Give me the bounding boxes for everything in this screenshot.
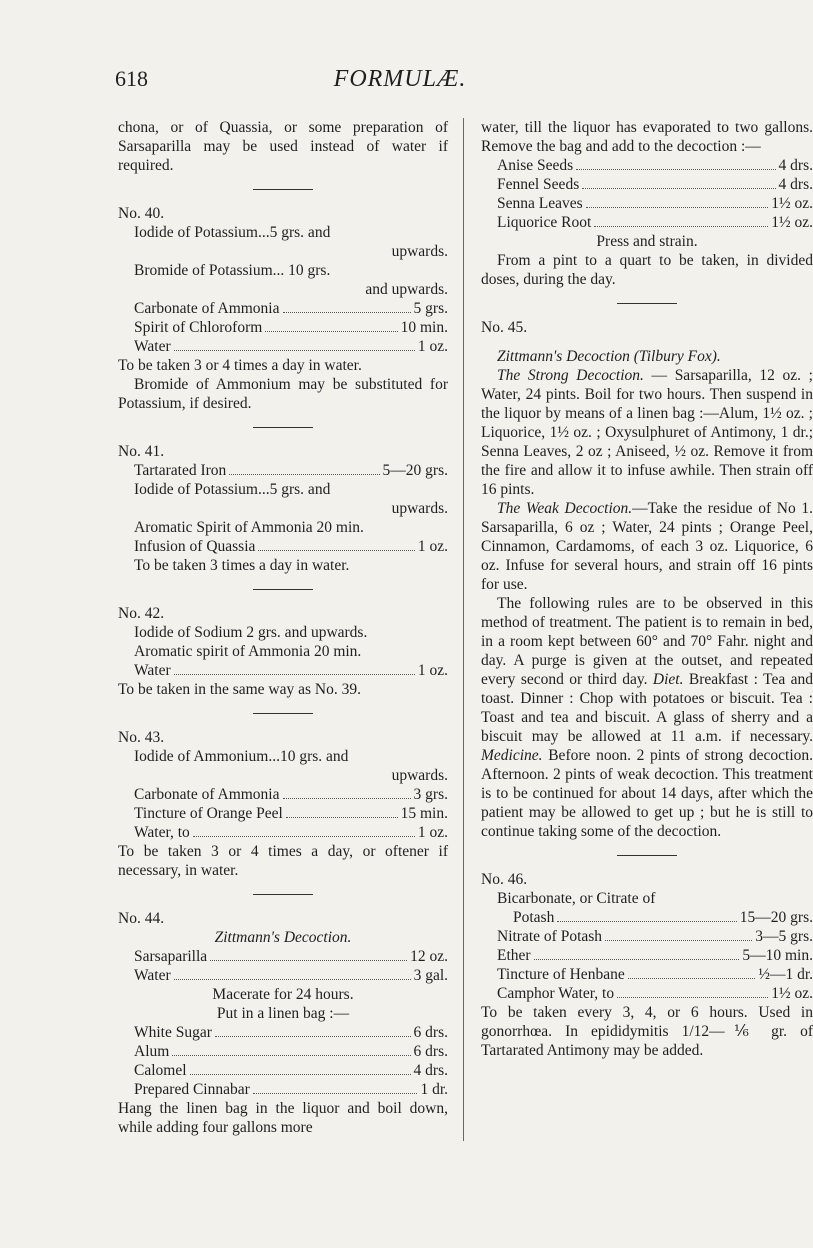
ingredient-row: Ether 5—10 min. [497,947,813,964]
treatment-rules-paragraph: The following rules are to be observed in this method of treatment. The patient is to remain in bed, in a room kept between 60° and 70° Fahr. night and day. A purge is given at the outset, and repeated every second or third day. Diet. Breakfast : Tea and toast. Dinner : Chop with potatoes or biscuit. Tea : Toast and tea and biscuit. A glass of sherry and a biscuit may be allowed at 11 a.m. if necessary. Medicine. Before noon. 2 pints of strong decoction. Afternoon. 2 pints of weak decoction. This treatment is to be continued for about 14 days, after which the patient may be allowed to get up ; but he is still to continue taking some of the decoction. [481,595,813,840]
running-head: FORMULÆ. [333,66,467,92]
directions: From a pint to a quart to be taken, in divided doses, during the day. [481,252,813,288]
instruction-line: Put in a linen bag :— [216,1005,350,1022]
ingredient-row: Camphor Water, to 1½ oz. [497,985,813,1002]
intro-paragraph: chona, or of Quassia, or some preparation of Sarsaparilla may be used instead of water if required. [118,119,448,174]
ingredient-line: Iodide of Ammonium...10 grs. and [134,748,349,765]
section-rule [617,303,677,304]
ingredient-row: Potash 15—20 grs. [513,909,813,926]
formula-title: No. 46. [481,871,528,888]
section-rule [253,894,313,895]
formula-40 [118,204,448,413]
ingredient-row: Senna Leaves 1½ oz. [497,195,813,212]
directions: To be taken 3 or 4 times a day, or oftener if necessary, in water. [118,843,448,879]
formula-42 [118,604,448,699]
section-rule [617,855,677,856]
ingredient-row: Water 1 oz. [134,662,448,679]
section-rule [253,713,313,714]
ingredient-row: Prepared Cinnabar 1 dr. [134,1081,448,1098]
formula-title: No. 45. [481,319,528,336]
section-rule [253,189,313,190]
ingredient-row: Spirit of Chloroform 10 min. [134,319,448,336]
directions: Hang the linen bag in the liquor and boil down, while adding four gallons more [118,1100,448,1136]
formula-heading: Zittmann's Decoction (Tilbury Fox). [497,348,721,365]
directions-note: Bromide of Ammonium may be substituted for Potassium, if desired. [118,376,448,412]
instruction-line: Macerate for 24 hours. [212,986,354,1003]
directions: To be taken every 3, 4, or 6 hours. Used in gonorrhœa. In epididymitis 1/12—⅙ gr. of Tartarated Antimony may be added. [481,1004,813,1059]
formula-title: No. 41. [118,443,165,460]
ingredient-line: Iodide of Potassium...5 grs. and [134,481,331,498]
ingredient-row: Water, to 1 oz. [134,824,448,841]
right-column [481,118,813,1060]
ingredient-row: Anise Seeds 4 drs. [497,157,813,174]
ingredient-line: Iodide of Sodium 2 grs. and upwards. [134,624,368,641]
ingredient-row: Infusion of Quassia 1 oz. [134,538,448,555]
formula-title: No. 44. [118,910,165,927]
ingredient-continuation: upwards. [391,500,448,517]
strong-decoction-paragraph: The Strong Decoction. — Sarsaparilla, 12 oz. ; Water, 24 pints. Boil for two hours. Then suspend in the liquor by means of a linen bag :—Alum, 1½ oz. ; Liquorice, 1½ oz. ; Oxysulphuret of Antimony, 1 dr.; Senna Leaves, 2 oz ; Aniseed, ½ oz. Remove it from the fire and allow it to infuse awhile. Then strain off 16 pints. [481,367,813,498]
formula-45 [481,318,813,841]
ingredient-row: Tincture of Orange Peel 15 min. [134,805,448,822]
ingredient-continuation: upwards. [391,767,448,784]
ingredient-row: Tincture of Henbane ½—1 dr. [497,966,813,983]
ingredient-row: Water 1 oz. [134,338,448,355]
instruction-line: Press and strain. [596,233,698,250]
ingredient-row: Carbonate of Ammonia 3 grs. [134,786,448,803]
ingredient-line: Aromatic Spirit of Ammonia 20 min. [134,519,364,536]
ingredient-continuation: upwards. [391,243,448,260]
ingredient-line: Bromide of Potassium... 10 grs. [134,262,331,279]
ingredient-row: White Sugar 6 drs. [134,1024,448,1041]
directions: To be taken 3 or 4 times a day in water. [118,357,362,374]
section-rule [253,427,313,428]
ingredient-line: Bicarbonate, or Citrate of [497,890,656,907]
weak-decoction-paragraph: The Weak Decoction.—Take the residue of No 1. Sarsaparilla, 6 oz ; Water, 24 pints ; Orange Peel, Cinnamon, Cardamoms, of each 3 oz. Liquorice, 6 oz. Infuse for several hours, and strain off 16 pints for use. [481,500,813,593]
ingredient-row: Carbonate of Ammonia 5 grs. [134,300,448,317]
formula-title: No. 42. [118,605,165,622]
formula-44 [118,909,448,1137]
formula-title: No. 43. [118,729,165,746]
ingredient-row: Water 3 gal. [134,967,448,984]
ingredient-row: Calomel 4 drs. [134,1062,448,1079]
formula-subtitle: Zittmann's Decoction. [214,929,352,946]
ingredient-line: Iodide of Potassium...5 grs. and [134,224,331,241]
directions: To be taken in the same way as No. 39. [118,681,361,698]
formula-43 [118,728,448,880]
ingredient-row: Sarsaparilla 12 oz. [134,948,448,965]
ingredient-row: Liquorice Root 1½ oz. [497,214,813,231]
page-number: 618 [115,66,148,91]
formula-46 [481,870,813,1060]
ingredient-row: Alum 6 drs. [134,1043,448,1060]
ingredient-line: Aromatic spirit of Ammonia 20 min. [134,643,362,660]
ingredient-continuation: and upwards. [365,281,448,298]
ingredient-row: Nitrate of Potash 3—5 grs. [497,928,813,945]
ingredient-row: Tartarated Iron 5—20 grs. [134,462,448,479]
ingredient-row: Fennel Seeds 4 drs. [497,176,813,193]
formula-41 [118,442,448,575]
left-column [118,118,448,1137]
section-rule [253,589,313,590]
continuation-paragraph: water, till the liquor has evaporated to two gallons. Remove the bag and add to the decoction :— [481,119,813,155]
formula-title: No. 40. [118,205,165,222]
column-divider [463,118,464,1141]
directions: To be taken 3 times a day in water. [134,557,350,574]
